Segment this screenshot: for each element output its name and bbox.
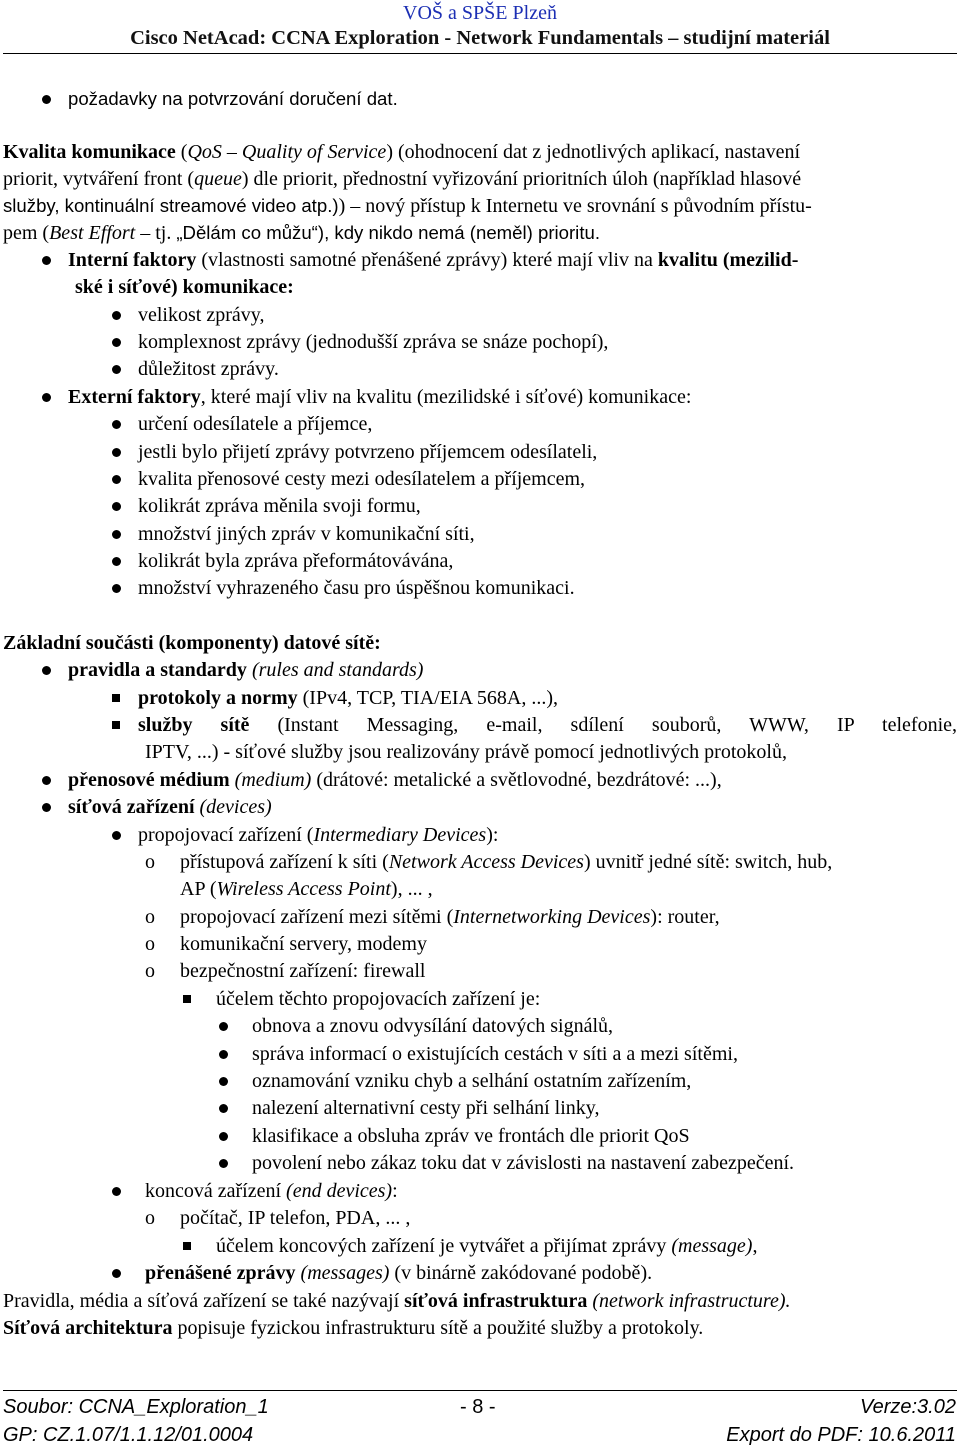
list-item [183,987,540,1011]
text: AP ( [180,878,217,900]
qos-line-3 [3,194,812,218]
list-item [112,357,279,381]
bullet-dot-icon [112,440,138,460]
text: (devices) [194,796,272,818]
header-title: Cisco NetAcad: CCNA Exploration - Network Fundamentals – studijní materiál [130,27,830,49]
list-item [219,1151,794,1175]
list-item [42,768,722,792]
list-item [42,658,423,682]
text: Export do PDF: 10.6.2011 [726,1424,956,1446]
text: Network Access Devices [388,851,584,873]
list-item [112,494,421,518]
qos-line-4 [3,221,600,245]
text: , které mají vliv na kvalitu (mezilidské i síťové) komunikace: [200,386,692,408]
list-item [112,412,372,436]
list-item-continuation [180,877,433,901]
text: nalezení alternativní cesty při selhání linky, [252,1097,600,1119]
list-item [219,1069,691,1093]
text: ): router, [650,906,720,928]
text: přenášené zprávy [145,1262,296,1284]
text: správa informací o existujících cestách v síti a a mezi sítěmi, [252,1043,738,1065]
text: Best Effort [49,222,136,244]
bullet-square-icon [112,686,138,706]
text: kvalitu (mezilid- [657,249,799,271]
bullet-dot-icon [112,823,138,843]
header-rule [3,53,957,54]
text: velikost zprávy, [138,304,265,326]
bullet-dot-icon [219,1151,252,1171]
bullet-square-icon [183,1234,216,1254]
bullet-dot-icon [112,1261,145,1281]
text: pem ( [3,222,50,244]
bullet-dot-icon [42,385,68,405]
text: síťová infrastruktura [404,1290,588,1312]
text: ) uvnitř jedné sítě: switch, hub, [583,851,833,873]
bullet-dot-icon [219,1096,252,1116]
bullet-circle-icon: o [145,906,155,928]
qos-line-1 [3,140,800,164]
text: GP: CZ.1.07/1.1.12/01.0004 [3,1424,254,1446]
text: ) – nový přístup k Internetu ve srovnání s původním přístu- [338,195,812,217]
text: (vlastnosti samotné přenášené zprávy) které mají vliv na [196,249,658,271]
text: propojovací zařízení mezi sítěmi ( [180,906,454,928]
bullet-circle-icon: o [145,933,155,955]
text: Wireless Access Point [216,878,391,900]
text: „Dělám co můžu“), kdy nikdo nemá (neměl) prioritu. [176,222,600,243]
bullet-dot-icon [42,658,68,678]
list-item [145,850,832,874]
bullet-dot-icon [112,357,138,377]
text: ské i síťové) komunikace: [75,276,294,298]
text: kolikrát zpráva měnila svoji formu, [138,495,421,517]
text: ( [175,141,188,163]
text: (message) [671,1235,753,1257]
list-item [112,1179,398,1203]
text: ) dle priorit, přednostní vyřizování prioritních úloh (například hlasové [241,168,802,190]
bullet-circle-icon: o [145,1207,155,1229]
list-item [112,686,558,710]
list-item [112,1261,652,1285]
text: pravidla a standardy [68,659,247,681]
text: síťová zařízení [68,796,195,818]
bullet-dot-icon [42,248,68,268]
text: - 8 - [460,1396,496,1418]
bullet-dot-icon [112,412,138,432]
bullet-dot-icon [219,1042,252,1062]
list-item [112,549,453,573]
text: (IPv4, TCP, TIA/EIA 568A, ...), [297,687,559,709]
bullet-circle-icon: o [145,960,155,982]
list-item [145,959,425,983]
text: (Instant Messaging, e-mail, sdílení souborů, WWW, IP telefonie, [249,714,958,736]
text: kolikrát byla zpráva přeformátovávána, [138,550,454,572]
text: , [752,1235,758,1257]
bullet-dot-icon [219,1069,252,1089]
text: ) (ohodnocení dat z jednotlivých aplikací, nastavení [386,141,801,163]
bullet-dot-icon [112,1179,145,1199]
text [138,713,957,737]
internal-factors-line-2 [75,275,294,299]
bullet-dot-icon [112,576,138,596]
text: účelem těchto propojovacích zařízení je: [216,988,541,1010]
text: služby sítě [138,714,250,736]
text: QoS – Quality of Service [187,141,387,163]
text: účelem koncových zařízení je vytvářet a přijímat zprávy [216,1235,672,1257]
text: komunikační servery, modemy [180,933,427,955]
text: (network infrastructure). [587,1290,791,1312]
text: popisuje fyzickou infrastrukturu sítě a použité služby a protokoly. [172,1317,704,1339]
footer-version [860,1395,956,1419]
text: služby, kontinuální streamové video atp.) [3,195,339,216]
text: kvalita přenosové cesty mezi odesílatelem a příjemcem, [138,468,586,490]
list-item [219,1042,738,1066]
text: protokoly a normy [138,687,298,709]
text: – tj. [135,222,177,244]
list-item [219,1014,613,1038]
bullet-dot-icon [112,330,138,350]
text: určení odesílatele a příjemce, [138,413,373,435]
text: priorit, vytváření front ( [3,168,195,190]
closing-line-2 [3,1316,703,1340]
footer-export-date [726,1423,956,1447]
section-heading [3,631,381,655]
list-item [42,87,398,111]
text: ): [486,824,499,846]
text: Externí faktory [68,386,201,408]
text: množství vyhrazeného času pro úspěšnou komunikaci. [138,577,575,599]
bullet-dot-icon [112,522,138,542]
text: obnova a znovu odvysílání datových signálů, [252,1015,614,1037]
text: počítač, IP telefon, PDA, ... , [180,1207,411,1229]
text: koncová zařízení [145,1180,287,1202]
text: IPTV, ...) - síťové služby jsou realizovány právě pomocí jednotlivých protokolů, [145,741,787,763]
list-item-continuation [145,740,787,764]
text: množství jiných zpráv v komunikační síti, [138,523,475,545]
list-item [112,713,957,737]
bullet-dot-icon [42,795,68,815]
text: Pravidla, média a síťová zařízení se také nazývají [3,1290,405,1312]
text: komplexnost zprávy (jednodušší zpráva se snáze pochopí), [138,331,609,353]
list-item [112,467,585,491]
list-item [112,576,575,600]
list-item [145,932,427,956]
bullet-square-icon [183,987,216,1007]
bullet-circle-icon: o [145,851,155,873]
bullet-dot-icon [219,1014,252,1034]
list-item [112,303,264,327]
text: (drátové: metalické a světlovodné, bezdrátové: ...), [311,769,722,791]
qos-term: Kvalita komunikace [3,141,176,163]
list-item [112,823,498,847]
text: Soubor: CCNA_Exploration_1 [3,1396,269,1418]
text: : [392,1180,398,1202]
text: (medium) [229,769,312,791]
closing-line-1 [3,1289,790,1313]
list-item [42,795,272,819]
bullet-dot-icon [42,768,68,788]
text: oznamování vzniku chyb a selhání ostatním zařízením, [252,1070,692,1092]
text: Internetworking Devices [453,906,651,928]
text: Verze:3.02 [860,1396,956,1418]
text: Intermediary Devices [313,824,487,846]
list-item [112,330,608,354]
header-school: VOŠ a SPŠE Plzeň [403,2,557,24]
list-item [219,1096,599,1120]
text: bezpečnostní zařízení: firewall [180,960,426,982]
text: povolení nebo zákaz toku dat v závislosti na nastavení zabezpečení. [252,1152,795,1174]
bullet-dot-icon [42,87,68,107]
qos-line-2 [3,167,801,191]
text: (rules and standards) [246,659,424,681]
text: přístupová zařízení k síti ( [180,851,389,873]
text: ), ... , [390,878,433,900]
bullet-dot-icon [112,467,138,487]
text: jestli bylo přijetí zprávy potvrzeno příjemcem odesílateli, [138,441,598,463]
list-item [112,440,597,464]
bullet-dot-icon [112,494,138,514]
internal-factors-line-1 [42,248,798,272]
list-item [145,905,720,929]
text: Základní součásti (komponenty) datové sítě: [3,632,381,654]
text: queue [194,168,242,190]
text: propojovací zařízení ( [138,824,314,846]
bullet-dot-icon [219,1124,252,1144]
text: (messages) [295,1262,390,1284]
external-factors-line [42,385,691,409]
footer-page-number [460,1395,496,1419]
footer-source [3,1395,269,1419]
bullet-dot-icon [112,549,138,569]
list-item [183,1234,757,1258]
text: Interní faktory [68,249,197,271]
list-item [145,1206,410,1230]
text: (v binárně zakódované podobě). [389,1262,653,1284]
bullet-square-icon [112,713,138,733]
text: důležitost zprávy. [138,358,279,380]
footer-rule [3,1390,957,1391]
text: přenosové médium [68,769,230,791]
list-item-text: požadavky na potvrzování doručení dat. [68,88,398,109]
bullet-dot-icon [112,303,138,323]
list-item [112,522,475,546]
text: Síťová architektura [3,1317,173,1339]
list-item [219,1124,690,1148]
footer-gp [3,1423,253,1447]
text: klasifikace a obsluha zpráv ve frontách dle priorit QoS [252,1125,690,1147]
text: (end devices) [286,1180,393,1202]
